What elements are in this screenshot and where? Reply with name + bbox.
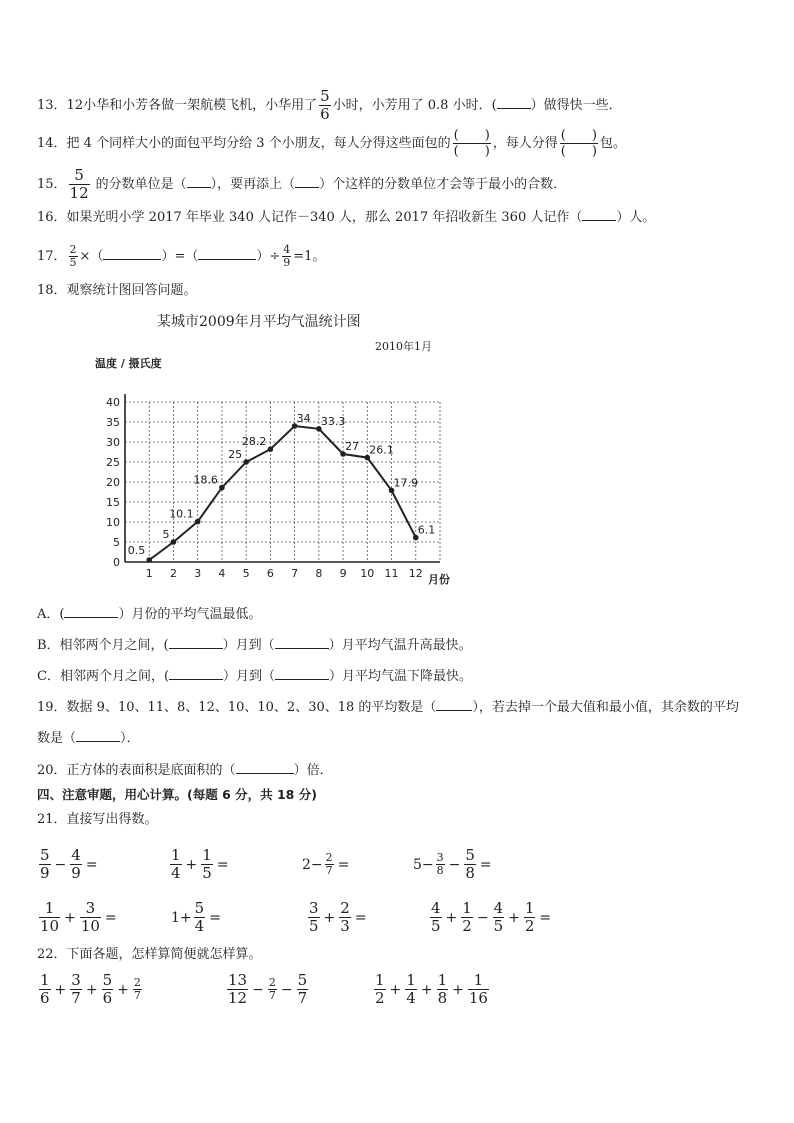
data-label: 34 xyxy=(296,412,311,425)
x-tick-label: 10 xyxy=(360,567,375,580)
q18c-blank-2[interactable] xyxy=(275,667,329,680)
q20-text-2: ）倍． xyxy=(293,763,333,778)
data-label: 17.9 xyxy=(393,476,419,490)
q19-text-4: ）． xyxy=(120,731,140,746)
q21-expr-3: 2− $\frac{2}{7}$ = xyxy=(302,851,350,877)
data-label: 28.2 xyxy=(241,435,267,449)
q16-number: 16． xyxy=(37,210,67,225)
data-label: 25 xyxy=(228,448,243,461)
data-point xyxy=(171,539,177,545)
y-tick-label: 10 xyxy=(106,516,120,529)
q18b-blank-1[interactable] xyxy=(169,636,223,649)
q18a-text: ）月份的平均气温最低。 xyxy=(118,607,262,622)
question-21 xyxy=(37,812,158,828)
question-18 xyxy=(37,283,197,299)
question-19-cont xyxy=(37,729,140,747)
question-14 xyxy=(37,128,626,159)
q14-answer-fraction-2[interactable]: ( ) ( ) xyxy=(560,128,597,159)
q22-number: 22． xyxy=(37,947,67,962)
q19-text-2: ），若去掉一个最大值和最小值，其余数的平均 xyxy=(472,700,739,715)
q15-fraction: $\frac{5}{12}$ xyxy=(69,166,89,202)
q18a-label: A．( xyxy=(37,607,65,622)
q18c-label: C．相邻两个月之间，( xyxy=(37,669,170,684)
question-22 xyxy=(37,947,262,963)
question-18b xyxy=(37,636,472,654)
q21-text: 直接写出得数。 xyxy=(66,812,158,827)
q21-expr-2: 1 4 + $\frac{1}{5}$ = xyxy=(171,846,229,882)
q14-answer-fraction-1[interactable]: ( ) ( ) xyxy=(453,128,490,159)
q17-number: 17． xyxy=(37,249,67,264)
question-16 xyxy=(37,208,655,226)
y-tick-label: 20 xyxy=(106,476,120,489)
y-tick-label: 30 xyxy=(106,436,120,449)
question-20 xyxy=(37,761,333,779)
data-point xyxy=(219,485,225,491)
q13-text-2: 小时，小芳用了 0.8 小时．( xyxy=(332,98,497,113)
q17-text-3: ）÷ xyxy=(256,249,281,264)
q15-number: 15． xyxy=(37,177,67,192)
q18-number: 18． xyxy=(37,283,67,298)
q21-number: 21． xyxy=(37,812,67,827)
q14-text-2: ，每人分得 xyxy=(492,136,558,151)
q19-number: 19． xyxy=(37,700,67,715)
q19-text-3: 数是（ xyxy=(37,731,77,746)
q18b-label: B．相邻两个月之间，( xyxy=(37,638,169,653)
q17-blank-2[interactable] xyxy=(198,247,256,260)
q19-text-1: 数据 9、10、11、8、12、10、10、2、30、18 的平均数是（ xyxy=(66,700,437,715)
data-label: 5 xyxy=(162,528,170,541)
x-tick-label: 4 xyxy=(218,567,226,580)
x-tick-label: 9 xyxy=(339,567,347,580)
y-tick-label: 0 xyxy=(113,556,120,569)
q15-blank-2[interactable] xyxy=(295,175,319,188)
data-label: 6.1 xyxy=(417,523,436,537)
x-tick-label: 3 xyxy=(194,567,202,580)
q16-text-2: ）人。 xyxy=(616,210,656,225)
data-label: 18.6 xyxy=(193,473,218,487)
x-tick-label: 11 xyxy=(384,567,399,580)
chart-y-ticks xyxy=(106,396,120,569)
q17-fraction-2: $\frac{4}{9}$ xyxy=(283,243,291,269)
question-15 xyxy=(37,167,566,202)
q14-text-1: 把 4 个同样大小的面包平均分给 3 个小朋友，每人分得这些面包的 xyxy=(66,136,451,151)
chart-x-ticks xyxy=(146,567,423,580)
chart-ylabel: 温度 / 摄氏度 xyxy=(95,357,162,370)
data-point xyxy=(243,459,249,465)
data-label: 33.3 xyxy=(320,414,346,428)
x-tick-label: 2 xyxy=(169,567,177,580)
data-label: 10.1 xyxy=(169,507,194,521)
x-tick-label: 6 xyxy=(266,567,274,580)
q20-blank[interactable] xyxy=(236,761,294,774)
q19-blank-2[interactable] xyxy=(76,729,120,742)
y-tick-label: 40 xyxy=(106,396,120,409)
q20-text-1: 正方体的表面积是底面积的（ xyxy=(66,763,236,778)
data-point xyxy=(195,519,201,525)
x-tick-label: 8 xyxy=(315,567,323,580)
data-label: 26.1 xyxy=(369,443,394,457)
q21-expr-4: 5− $\frac{3}{8}$ − $\frac{5}{8}$ = xyxy=(413,846,492,882)
q18b-text-1: ）月到（ xyxy=(222,638,275,653)
q17-text-1: ×（ xyxy=(79,249,104,264)
q18-text: 观察统计图回答问题。 xyxy=(66,283,197,298)
y-tick-label: 35 xyxy=(106,416,120,429)
q20-number: 20． xyxy=(37,763,67,778)
data-point xyxy=(146,557,152,563)
y-tick-label: 15 xyxy=(106,496,120,509)
q21-expr-5: 1 10 + $\frac{3}{10}$ = xyxy=(40,899,117,935)
q13-fraction: $\frac{5}{6}$ xyxy=(320,87,330,123)
q22-expr-2: 13 12 − $\frac{2}{7}$ − $\frac{5}{7}$ xyxy=(228,971,308,1007)
section-4-heading: 四、注意审题，用心计算。(每题 6 分，共 18 分) xyxy=(37,787,317,802)
q18c-text-1: ）月到（ xyxy=(223,669,276,684)
temperature-line-chart xyxy=(95,305,465,590)
q13-text-1: 12小华和小芳各做一架航模飞机，小华用了 xyxy=(66,98,318,113)
chart-xlabel: 月份 xyxy=(428,573,450,586)
q17-blank-1[interactable] xyxy=(103,247,161,260)
question-18c xyxy=(37,667,472,685)
q21-expr-8: 4 5 + $\frac{1}{2}$ − $\frac{4}{5}$ + $\frac{1}{2}$ = xyxy=(431,899,552,935)
q17-fraction-1: $\frac{2}{5}$ xyxy=(69,243,77,269)
q16-blank[interactable] xyxy=(582,208,616,221)
q21-expr-7: 3 5 + $\frac{2}{3}$ = xyxy=(309,899,367,935)
data-point xyxy=(268,446,274,452)
x-tick-label: 7 xyxy=(291,567,299,580)
q15-text-3: ）个这样的分数单位才会等于最小的合数． xyxy=(319,177,567,192)
q13-number: 13． xyxy=(37,98,67,113)
q15-text-1: 的分数单位是（ xyxy=(95,177,187,192)
y-tick-label: 25 xyxy=(106,456,120,469)
chart-subtitle: 2010年1月 xyxy=(375,340,432,353)
q17-text-2: ）=（ xyxy=(161,249,199,264)
q18b-text-2: ）月平均气温升高最快。 xyxy=(328,638,472,653)
chart-title: 某城市2009年月平均气温统计图 xyxy=(157,314,361,330)
q18b-blank-2[interactable] xyxy=(275,636,329,649)
question-19 xyxy=(37,698,739,716)
q22-text: 下面各题，怎样算简便就怎样算。 xyxy=(66,947,262,962)
q18a-blank[interactable] xyxy=(64,605,118,618)
q19-blank-1[interactable] xyxy=(436,698,472,711)
data-label: 27 xyxy=(345,440,360,453)
q14-number: 14． xyxy=(37,136,67,151)
q17-text-4: =1。 xyxy=(293,249,326,264)
question-18a xyxy=(37,605,261,623)
q18c-blank-1[interactable] xyxy=(169,667,223,680)
q15-text-2: ），要再添上（ xyxy=(210,177,296,192)
x-tick-label: 5 xyxy=(242,567,250,580)
q13-text-3: ）做得快一些． xyxy=(530,98,622,113)
question-17 xyxy=(37,244,325,269)
q22-expr-1: 1 6 + $\frac{3}{7}$ + $\frac{5}{6}$ + $\frac{2}{7}$ xyxy=(40,971,141,1007)
q21-expr-1: 5 9 − $\frac{4}{9}$ = xyxy=(40,846,98,882)
q18c-text-2: ）月平均气温下降最快。 xyxy=(329,669,473,684)
q15-blank-1[interactable] xyxy=(187,175,211,188)
x-tick-label: 1 xyxy=(145,567,153,580)
question-13 xyxy=(37,88,622,123)
q22-expr-3: 1 2 + $\frac{1}{4}$ + $\frac{1}{8}$ + $\frac{1}{16}$ xyxy=(375,971,488,1007)
q13-answer-blank[interactable] xyxy=(497,96,531,109)
q16-text-1: 如果光明小学 2017 年毕业 340 人记作－340 人，那么 2017 年招收新生 360 人记作（ xyxy=(66,210,583,225)
data-label: 0.5 xyxy=(127,544,146,557)
y-tick-label: 5 xyxy=(113,536,120,549)
q21-expr-6: 1+ $\frac{5}{4}$ = xyxy=(171,899,221,935)
x-tick-label: 12 xyxy=(408,567,423,580)
q14-text-3: 包。 xyxy=(599,136,626,151)
